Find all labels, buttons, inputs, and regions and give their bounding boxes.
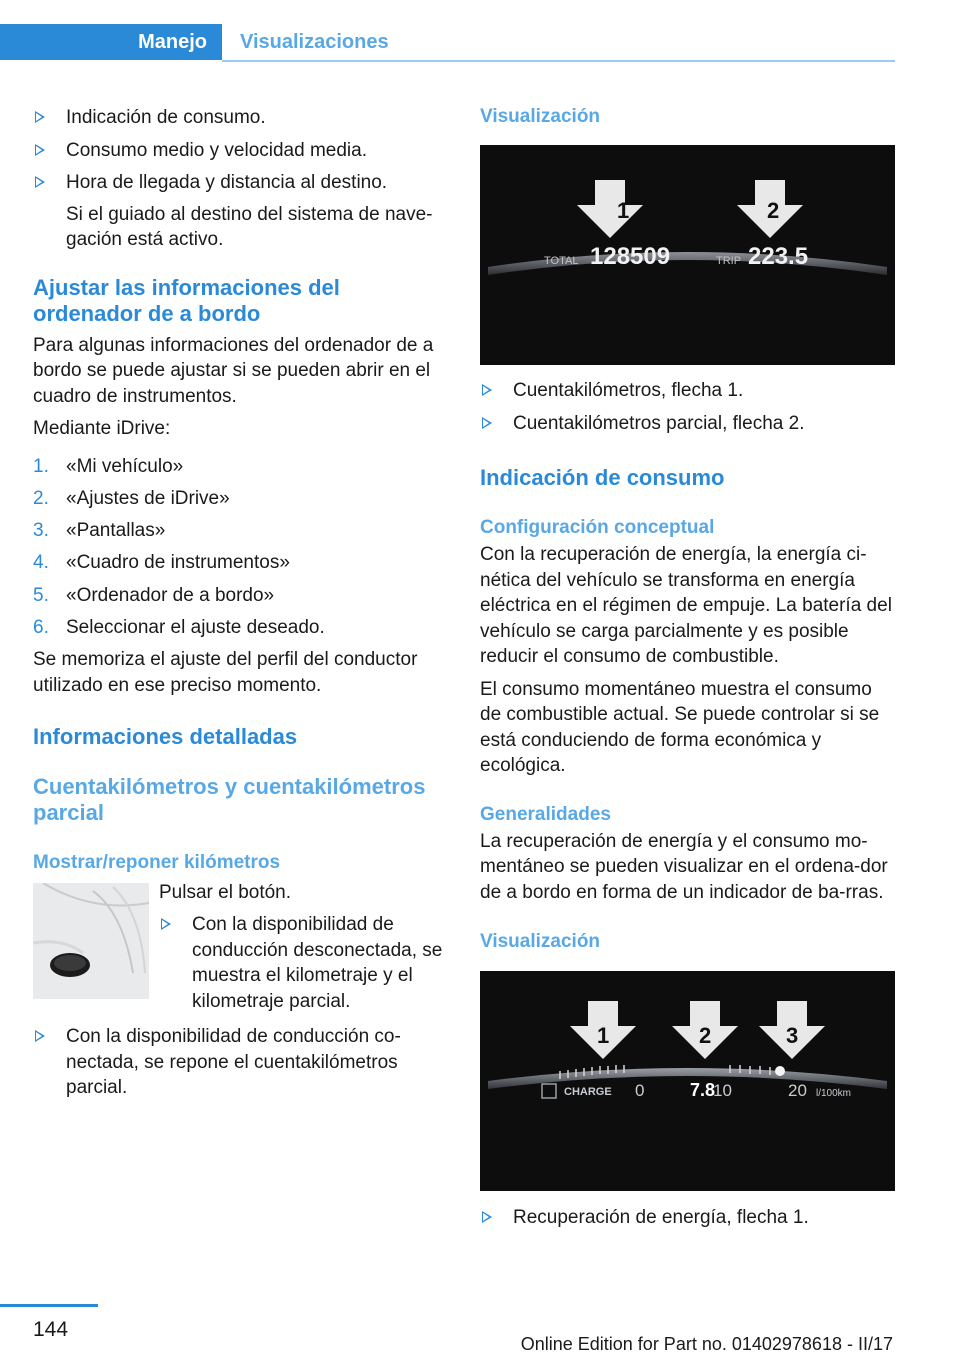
right-column — [480, 100, 895, 1237]
list-item: Cuentakilómetros parcial, flecha 2. — [480, 411, 895, 437]
arrow-label: 3 — [786, 1023, 799, 1048]
edition-note: Online Edition for Part no. 01402978618 - II/17 — [520, 1334, 893, 1354]
bullet-arrow-icon — [482, 417, 492, 429]
page-header — [0, 24, 895, 62]
current-consumption: 7.8 — [690, 1080, 716, 1100]
steps-list — [33, 454, 451, 641]
general-heading: Generalidades — [480, 803, 611, 825]
concept-heading: Configuración conceptual — [480, 517, 715, 538]
odometer-button-image — [33, 883, 149, 999]
show-reset-heading: Mostrar/reponer kilómetros — [33, 852, 281, 874]
chapter-tab-visualizaciones: Visualizaciones — [240, 31, 389, 53]
consumption-heading: Indicación de consumo — [480, 465, 725, 490]
arrow-label: 2 — [767, 198, 780, 223]
list-item: Cuentakilómetros, flecha 1. — [480, 378, 895, 404]
list-item: Consumo medio y velocidad media. — [33, 138, 451, 164]
page-number: 144 — [33, 1318, 69, 1341]
total-value: 128509 — [590, 243, 671, 270]
arrow-label: 2 — [699, 1023, 712, 1048]
left-column — [33, 100, 451, 1107]
trip-value: 223.5 — [748, 243, 809, 270]
bullet-arrow-icon — [482, 384, 492, 396]
total-label: TOTAL — [544, 255, 579, 267]
section-tab-manejo — [0, 24, 222, 60]
bullet-arrow-icon — [35, 1030, 45, 1042]
list-item: 2. «Ajustes de iDrive» — [33, 487, 230, 509]
list-item: Con la disponibilidad de conducción desconectada, se muestra el kilometraje y el kilometraje parcial. — [159, 912, 482, 1014]
list-item: Hora de llegada y distancia al destino. — [33, 170, 451, 196]
display-heading: Visualización — [480, 931, 601, 952]
unit-label: l/100km — [816, 1088, 852, 1099]
list-item: 5. «Ordenador de a bordo» — [33, 584, 275, 606]
arrow-label: 1 — [617, 198, 630, 223]
list-item: 4. «Cuadro de instrumentos» — [33, 552, 290, 574]
memory-text: Se memoriza el ajuste del perfil del conductor utilizado en ese preciso momento. — [33, 649, 418, 696]
adjust-text: Para algunas informaciones del ordenador de a bordo se puede ajustar si se pueden abrir en el cuadro de instrumentos. — [33, 334, 434, 407]
charge-display-image — [480, 971, 895, 1191]
list-item: 6. Seleccionar el ajuste deseado. — [33, 616, 325, 638]
arrow-label: 1 — [597, 1023, 610, 1048]
header-divider — [222, 60, 895, 62]
list-item: Recuperación de energía, flecha 1. — [480, 1205, 895, 1231]
bullet-arrow-icon — [35, 176, 45, 188]
concept-text: Con la recuperación de energía, la energía ci-nética del vehículo se transforma en energía eléctrica en el régimen de empuje. La batería del vehículo se carga parcialmente y es posible reducir el consumo de combustible. — [480, 544, 892, 667]
scale-tick-label: 0 — [635, 1081, 645, 1100]
trip-label: TRIP — [716, 255, 742, 267]
list-item: 1. «Mi vehículo» — [33, 455, 184, 477]
section-tab-label: Manejo — [138, 31, 207, 53]
bullet-arrow-icon — [35, 144, 45, 156]
bullet-arrow-icon — [35, 111, 45, 123]
list-item: Indicación de consumo. — [33, 105, 451, 131]
bullet-arrow-icon — [161, 918, 171, 930]
bullet-note: Si el guiado al destino del sistema de nave-gación está activo. — [66, 203, 433, 250]
detail-heading: Informaciones detalladas — [33, 724, 298, 750]
odometer-heading: Cuentakilómetros y cuentakilómetros parcial — [33, 774, 426, 826]
press-button-text: Pulsar el botón. — [159, 882, 292, 904]
general-text: La recuperación de energía y el consumo mo-mentáneo se pueden visualizar en el ordena-dor de a bordo en forma de un indicador de ba-rras. — [480, 830, 888, 903]
button-section — [33, 880, 451, 1010]
list-item: 3. «Pantallas» — [33, 520, 166, 542]
list-item: Con la disponibilidad de conducción co-nectada, se repone el cuentakilómetros parcial. — [33, 1024, 451, 1101]
charge-label: CHARGE — [564, 1086, 612, 1098]
adjust-heading: Ajustar las informaciones del ordenador de a bordo — [33, 274, 340, 326]
odometer-display-image — [480, 145, 895, 365]
scale-tick-label: 20 — [788, 1081, 807, 1100]
instant-text: El consumo momentáneo muestra el consumo de combustible actual. Se puede controlar si se está conduciendo de forma económica y ecológica. — [480, 678, 880, 776]
idrive-text: Mediante iDrive: — [33, 418, 171, 439]
display-heading: Visualización — [480, 106, 601, 127]
bullet-arrow-icon — [482, 1211, 492, 1223]
footer-divider — [0, 1304, 98, 1307]
scale-tick-label: 10 — [713, 1081, 732, 1100]
